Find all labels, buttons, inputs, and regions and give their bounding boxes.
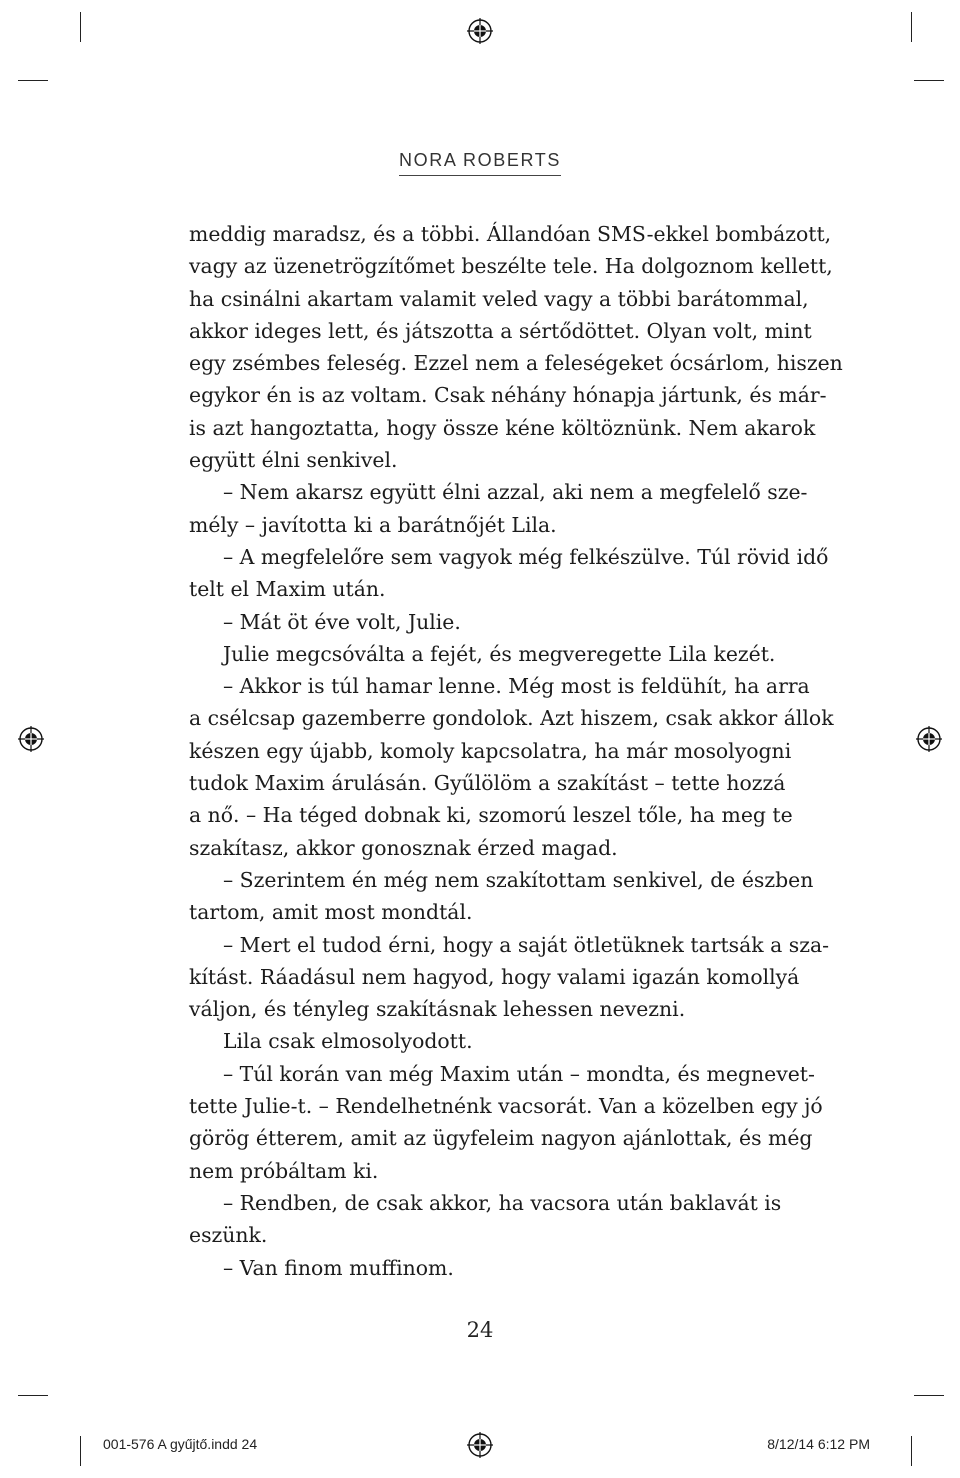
text-line: eszünk. (189, 1223, 268, 1248)
text-line: egykor én is az voltam. Csak néhány hónapja jártunk, és már- (189, 383, 827, 408)
crop-mark-top-right (914, 80, 944, 81)
running-head-author: NORA ROBERTS (399, 150, 561, 176)
text-line: váljon, és tényleg szakításnak lehessen nevezni. (189, 997, 686, 1022)
text-line: nem próbáltam ki. (189, 1158, 379, 1183)
registration-mark-bottom-icon (467, 1432, 493, 1458)
registration-mark-right-icon (916, 726, 942, 752)
text-line: telt el Maxim után. (189, 577, 386, 602)
text-line: szakítasz, akkor gonosznak érzed magad. (189, 835, 618, 860)
text-line: akkor ideges lett, és játszotta a sértődöttet. Olyan volt, mint (189, 318, 812, 343)
text-line: meddig maradsz, és a többi. Állandóan SMS-ekkel bombázott, (189, 222, 832, 246)
text-line: – A megfelelőre sem vagyok még felkészülve. Túl rövid idő (223, 544, 829, 569)
slug-file-name: 001-576 A gyűjtő.indd 24 (103, 1436, 258, 1452)
crop-mark-bottom-right (911, 1436, 912, 1466)
text-line: vagy az üzenetrögzítőmet beszélte tele. Ha dolgoznom kellett, (189, 254, 833, 279)
text-line: a csélcsap gazemberre gondolok. Azt hiszem, csak akkor állok (189, 706, 834, 731)
text-line: – Rendben, de csak akkor, ha vacsora után baklavát is (223, 1190, 782, 1215)
crop-mark-top-left (80, 12, 81, 42)
body-text (189, 218, 843, 1284)
text-line: együtt élni senkivel. (189, 448, 398, 473)
text-line: mély – javította ki a barátnőjét Lila. (189, 512, 557, 537)
crop-mark-bottom-right (914, 1395, 944, 1396)
crop-mark-top-left (18, 80, 48, 81)
text-line: Julie megcsóválta a fejét, és megveregette Lila kezét. (223, 641, 776, 666)
text-line: – Akkor is túl hamar lenne. Még most is feldühít, ha arra (223, 674, 810, 699)
text-line: – Szerintem én még nem szakítottam senkivel, de észben (223, 867, 814, 892)
text-line: – Van finom muffinom. (223, 1255, 454, 1280)
crop-mark-bottom-left (80, 1436, 81, 1466)
registration-mark-left-icon (18, 726, 44, 752)
text-line: – Nem akarsz együtt élni azzal, aki nem a megfelelő sze- (223, 480, 808, 505)
text-line: a nő. – Ha téged dobnak ki, szomorú leszel tőle, ha meg te (189, 803, 793, 828)
slug-date-time: 8/12/14 6:12 PM (767, 1436, 870, 1452)
text-line: görög étterem, amit az ügyfeleim nagyon ajánlottak, és még (189, 1126, 813, 1151)
text-line: egy zsémbes feleség. Ezzel nem a feleségeket ócsárlom, hiszen (189, 351, 843, 376)
crop-mark-top-right (911, 12, 912, 42)
text-line: – Mát öt éve volt, Julie. (223, 609, 461, 634)
text-line: tudok Maxim árulásán. Gyűlölöm a szakítást – tette hozzá (189, 771, 786, 796)
text-line: készen egy újabb, komoly kapcsolatra, ha már mosolyogni (189, 738, 792, 763)
page-number: 24 (466, 1318, 494, 1342)
text-line: tette Julie-t. – Rendelhetnénk vacsorát. Van a közelben egy jó (189, 1094, 823, 1119)
text-line: kítást. Ráadásul nem hagyod, hogy valami igazán komollyá (189, 964, 800, 989)
text-line: tartom, amit most mondtál. (189, 900, 473, 925)
running-head (0, 150, 960, 176)
text-line: ha csinálni akartam valamit veled vagy a többi barátommal, (189, 286, 809, 311)
registration-mark-top-icon (467, 18, 493, 44)
text-line: – Mert el tudod érni, hogy a saját ötletüknek tartsák a sza- (223, 932, 830, 957)
text-line: Lila csak elmosolyodott. (223, 1029, 473, 1054)
crop-mark-bottom-left (18, 1395, 48, 1396)
text-line: is azt hangoztatta, hogy össze kéne költöznünk. Nem akarok (189, 415, 816, 440)
text-line: – Túl korán van még Maxim után – mondta, és megnevet- (223, 1061, 815, 1086)
